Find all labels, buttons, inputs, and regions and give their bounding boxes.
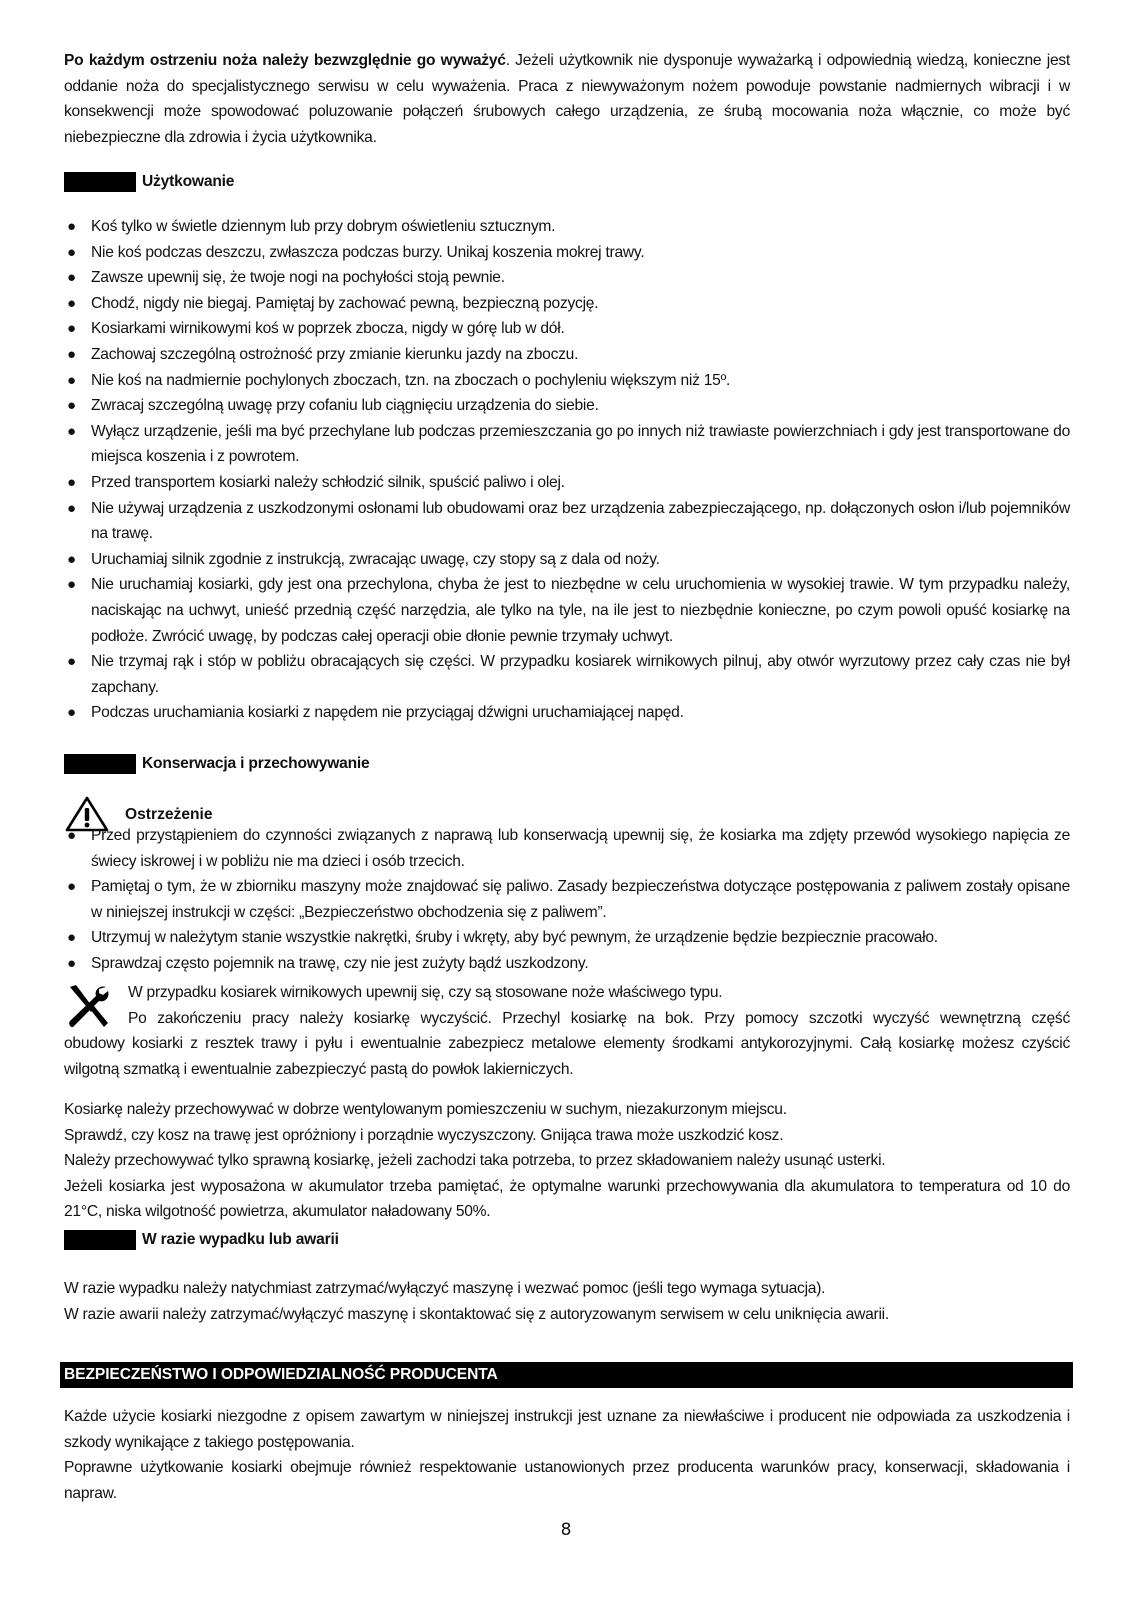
accident-line: W razie awarii należy zatrzymać/wyłączyć maszynę i skontaktować się z autoryzowanym serwisem w celu uniknięcia awarii.: [64, 1305, 889, 1323]
bullet-icon: ●: [67, 371, 76, 389]
producer-paragraph: [64, 1404, 1070, 1506]
bullet-icon: ●: [67, 653, 76, 671]
list-item: ● Nie trzymaj rąk i stóp w pobliżu obracających się części. W przypadku kosiarek wirnikowych pilnuj, aby otwór wyrzutowy przez cały czas nie był zapchany.: [64, 649, 1070, 700]
producer-text-2: Poprawne użytkowanie kosiarki obejmuje również respektowanie ustanowionych przez producenta warunków pracy, konserwacji, składowania i napraw.: [64, 1459, 1070, 1502]
bullet-icon: ●: [67, 878, 76, 896]
tool-note-line-3: obudowy kosiarki z resztek trawy i pyłu i ewentualnie zabezpiecz metalowe elementy środkami antykorozyjnymi. Całą kosiarkę możesz czyścić wilgotną szmatką i ewentualnie zabezpieczyć pastą do powłok lakierniczych.: [64, 1035, 1070, 1078]
list-item: ● Podczas uruchamiania kosiarki z napędem nie przyciągaj dźwigni uruchamiającej napęd.: [64, 700, 1070, 726]
bullet-icon: ●: [67, 550, 76, 568]
bullet-icon: ●: [67, 243, 76, 261]
bullet-icon: ●: [67, 473, 76, 491]
bullet-icon: ●: [67, 218, 76, 235]
bullet-icon: ●: [67, 294, 76, 312]
accident-paragraph: [64, 1276, 1070, 1327]
bullet-icon: ●: [67, 397, 76, 415]
bullet-icon: ●: [67, 929, 76, 947]
storage-line: Jeżeli kosiarka jest wyposażona w akumulator trzeba pamiętać, że optymalne warunki przechowywania dla akumulatora to temperatura od 10 do 21°C, niska wilgotność powietrza, akumulator naładowany 50%.: [64, 1177, 1070, 1221]
list-item: ● Nie uruchamiaj kosiarki, gdy jest ona przechylona, chyba że jest to niezbędne w celu uruchomienia w wysokiej trawie. W tym przypadku należy, naciskając na uchwyt, unieść przednią część narzędzia, ale tylko na tyle, na ile jest to niezbędnie konieczne, po czym powoli opuść kosiarkę na podłoże. Zwrócić uwagę, by podczas całej operacji obie dłonie pewnie trzymały uchwyt.: [64, 572, 1070, 649]
list-item: ● Nie używaj urządzenia z uszkodzonymi osłonami lub obudowami oraz bez urządzenia zabezpieczającego, np. dołączonych osłon i/lub pojemników na trawę.: [64, 496, 1070, 547]
usage-heading-text: Użytkowanie: [142, 173, 235, 191]
usage-heading: [64, 172, 234, 192]
intro-paragraph: [64, 48, 1070, 150]
list-item: ● Zwracaj szczególną uwagę przy cofaniu lub ciągnięciu urządzenia do siebie.: [64, 393, 1070, 419]
intro-text: . Jeżeli użytkownik nie dysponuje wyważarką i odpowiednią wiedzą, konieczne jest oddanie noża do specjalistycznego serwisu w celu wyważenia. Praca z niewyważonym nożem powoduje powstanie nadmiernych wibracji i w konsekwencji może spowodować poluzowanie połączeń śrubowych całego urządzenia, ze śrubą mocowania noża włącznie, co może być niebezpieczne dla zdrowia i życia użytkownika.: [64, 52, 1070, 146]
storage-line: Należy przechowywać tylko sprawną kosiarkę, jeżeli zachodzi taka potrzeba, to przez składowaniem należy usunąć usterki.: [64, 1152, 886, 1170]
bullet-icon: ●: [67, 422, 76, 440]
list-item: ● Zawsze upewnij się, że twoje nogi na pochyłości stoją pewnie.: [64, 265, 1070, 291]
list-item: ● Kosiarkami wirnikowymi koś w poprzek zbocza, nigdy w górę lub w dół.: [64, 316, 1070, 342]
bullet-icon: ●: [67, 954, 76, 972]
page-number: 8: [560, 1520, 572, 1540]
list-item: ● Uruchamiaj silnik zgodnie z instrukcją, zwracając uwagę, czy stopy są z dala od noży.: [64, 547, 1070, 573]
producer-section-banner: BEZPIECZEŃSTWO I ODPOWIEDZIALNOŚĆ PRODUCENTA: [60, 1362, 1073, 1388]
bullet-icon: ●: [67, 576, 76, 594]
bullet-icon: ●: [67, 827, 76, 844]
bullet-icon: ●: [67, 499, 76, 517]
tool-note-paragraph: [64, 980, 1070, 1082]
list-item: ● Nie koś na nadmiernie pochylonych zboczach, tzn. na zboczach o pochyleniu większym niż 15º.: [64, 368, 1070, 394]
accident-line: W razie wypadku należy natychmiast zatrzymać/wyłączyć maszynę i wezwać pomoc (jeśli tego wymaga sytuacja).: [64, 1280, 826, 1297]
maintenance-list: [64, 823, 1070, 977]
warning-title: Ostrzeżenie: [125, 806, 213, 824]
list-item: ● Chodź, nigdy nie biegaj. Pamiętaj by zachować pewną, bezpieczną pozycję.: [64, 291, 1070, 317]
maintenance-heading-text: Konserwacja i przechowywanie: [142, 755, 370, 773]
bullet-icon: ●: [67, 269, 76, 287]
storage-line: Sprawdź, czy kosz na trawę jest opróżniony i porządnie wyczyszczony. Gnijąca trawa może uszkodzić kosz.: [64, 1126, 784, 1144]
bullet-icon: ●: [67, 704, 76, 722]
maintenance-heading: [64, 754, 370, 774]
bullet-icon: ●: [67, 345, 76, 363]
accident-heading-text: W razie wypadku lub awarii: [142, 1231, 339, 1249]
list-item: ● Koś tylko w świetle dziennym lub przy dobrym oświetleniu sztucznym.: [64, 214, 1070, 240]
list-item: ● Sprawdzaj często pojemnik na trawę, czy nie jest zużyty bądź uszkodzony.: [64, 951, 1070, 977]
heading-marker: [64, 754, 136, 774]
usage-list: [64, 214, 1070, 726]
accident-heading: [64, 1230, 339, 1250]
list-item: ● Nie koś podczas deszczu, zwłaszcza podczas burzy. Unikaj koszenia mokrej trawy.: [64, 240, 1070, 266]
list-item: ● Zachowaj szczególną ostrożność przy zmianie kierunku jazdy na zboczu.: [64, 342, 1070, 368]
producer-text-1: Każde użycie kosiarki niezgodne z opisem zawartym w niniejszej instrukcji jest uznane za niewłaściwe i producent nie odpowiada za uszkodzenia i szkody wynikające z takiego postępowania.: [64, 1408, 1070, 1451]
list-item: ● Utrzymuj w należytym stanie wszystkie nakrętki, śruby i wkręty, aby być pewnym, że urządzenie będzie bezpiecznie pracowało.: [64, 925, 1070, 951]
heading-marker: [64, 172, 136, 192]
list-item: ● Przed transportem kosiarki należy schłodzić silnik, spuścić paliwo i olej.: [64, 470, 1070, 496]
intro-bold-lead: Po każdym ostrzeniu noża należy bezwzględnie go wyważyć: [64, 52, 506, 69]
storage-paragraph: [64, 1097, 1070, 1225]
list-item: ● Przed przystąpieniem do czynności związanych z naprawą lub konserwacją upewnij się, że kosiarka ma zdjęty przewód wysokiego napięcia ze świecy iskrowej i w pobliżu nie ma dzieci i osób trzecich.: [64, 823, 1070, 874]
list-item: ● Pamiętaj o tym, że w zbiorniku maszyny może znajdować się paliwo. Zasady bezpieczeństwa dotyczące postępowania z paliwem zostały opisane w niniejszej instrukcji w części: „Bezpieczeństwo obchodzenia się z paliwem”.: [64, 874, 1070, 925]
tool-note-line-2: Po zakończeniu pracy należy kosiarkę wyczyścić. Przechyl kosiarkę na bok. Przy pomocy szczotki wyczyść wewnętrzną część: [128, 1009, 1070, 1027]
heading-marker: [64, 1230, 136, 1250]
list-item: ● Wyłącz urządzenie, jeśli ma być przechylane lub podczas przemieszczania go po innych niż trawiaste powierzchniach i gdy jest transportowane do miejsca koszenia i z powrotem.: [64, 419, 1070, 470]
tool-note-line-1: W przypadku kosiarek wirnikowych upewnij się, czy są stosowane noże właściwego typu.: [128, 984, 723, 1001]
storage-line: Kosiarkę należy przechowywać w dobrze wentylowanym pomieszczeniu w suchym, niezakurzonym miejscu.: [64, 1101, 787, 1118]
bullet-icon: ●: [67, 320, 76, 338]
